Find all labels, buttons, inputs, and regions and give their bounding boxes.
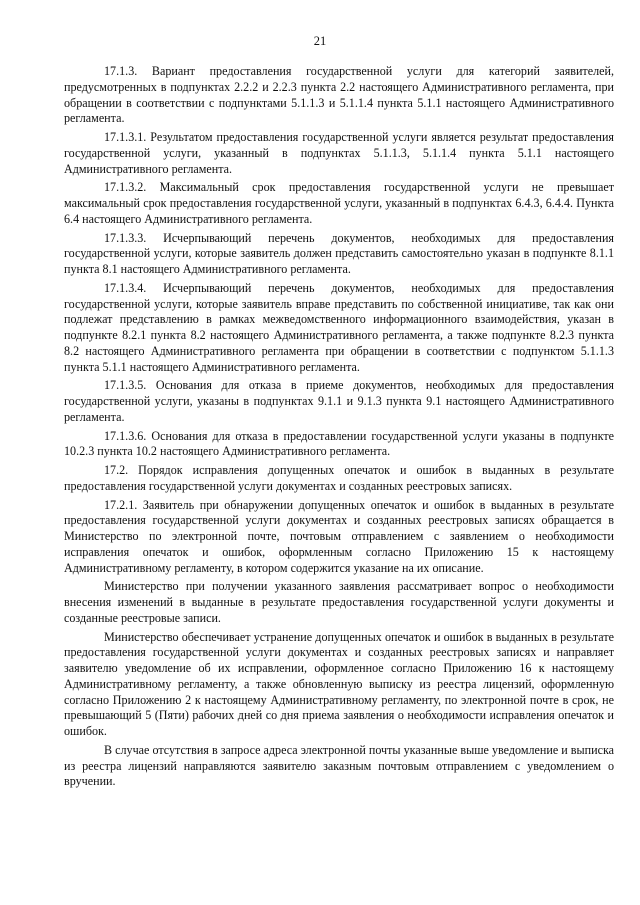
paragraph-ministry-correction: Министерство обеспечивает устранение допущенных опечаток и ошибок в выданных в результате предоставления государственной услуги документах и созданных реестровых записях и направляет заявителю уведомление об их исправлении, оформленное согласно Приложению 16 к настоящему Административному регламенту, а также обновленную выписку из реестра лицензий, оформленную согласно Приложению 2 к настоящему Административному регламенту, по электронной почте в срок, не превышающий 5 (Пяти) рабочих дней со дня приема заявления о необходимости исправления опечаток и ошибок. (64, 629, 614, 738)
paragraph-ministry-review: Министерство при получении указанного заявления рассматривает вопрос о необходимости внесения изменений в выданные в результате предоставления государственной услуги документы и созданные реестровые записи. (64, 579, 614, 625)
paragraph-17-1-3-5: 17.1.3.5. Основания для отказа в приеме документов, необходимых для предоставления государственной услуги, указаны в подпунктах 9.1.1 и 9.1.3 пункта 9.1 настоящего Административного регламента. (64, 378, 614, 424)
paragraph-17-1-3-1: 17.1.3.1. Результатом предоставления государственной услуги является результат предоставления государственной услуги, указанный в подпунктах 5.1.1.3, 5.1.1.4 пункта 5.1.1 настоящего Административного регламента. (64, 130, 614, 176)
paragraph-17-1-3-3: 17.1.3.3. Исчерпывающий перечень документов, необходимых для предоставления государственной услуги, которые заявитель должен представить самостоятельно указан в подпункте 8.1.1 пункта 8.1 настоящего Административного регламента. (64, 230, 614, 276)
paragraph-17-1-3-2: 17.1.3.2. Максимальный срок предоставления государственной услуги не превышает максимальный срок предоставления государственной услуги, указанный в подпунктах 6.4.3, 6.4.4. Пункта 6.4 настоящего Административного регламента. (64, 180, 614, 226)
paragraph-17-2: 17.2. Порядок исправления допущенных опечаток и ошибок в выданных в результате предоставления государственной услуги документах и созданных реестровых записях. (64, 463, 614, 493)
paragraph-no-email-case: В случае отсутствия в запросе адреса электронной почты указанные выше уведомление и выписка из реестра лицензий направляются заявителю заказным почтовым отправлением с уведомлением о вручении. (64, 742, 614, 789)
paragraph-17-1-3-6: 17.1.3.6. Основания для отказа в предоставлении государственной услуги указаны в подпункте 10.2.3 пункта 10.2 настоящего Административного регламента. (64, 428, 614, 459)
page-number: 21 (313, 34, 327, 48)
paragraph-17-2-1: 17.2.1. Заявитель при обнаружении допущенных опечаток и ошибок в выданных в результате предоставления государственной услуги документах и созданных реестровых записях обращается в Министерство по электронной почте, почтовым отправлением с заявлением о необходимости исправления опечаток и ошибок, оформленным согласно Приложению 15 к настоящему Административному регламенту, в котором содержится указание на их описание. (64, 497, 614, 575)
paragraph-17-1-3: 17.1.3. Вариант предоставления государственной услуги для категорий заявителей, предусмотренных в подпунктах 2.2.2 и 2.2.3 пункта 2.2 настоящего Административного регламента, при обращении в соответствии с подпунктами 5.1.1.3 и 5.1.1.4 пункта 5.1.1 настоящего Административного регламента. (64, 64, 614, 126)
paragraph-17-1-3-4: 17.1.3.4. Исчерпывающий перечень документов, необходимых для предоставления государственной услуги, которые заявитель вправе представить по собственной инициативе, так как они подлежат представлению в рамках межведомственного информационного взаимодействия, указан в подпункте 8.2.1 пункта 8.2 настоящего Административного регламента, а также подпункте 8.2.3 пункта 8.2 настоящего Административного регламента при обращении в соответствии с подпунктом 5.1.1.3 пункта 5.1.1 настоящего Административного регламента. (64, 280, 614, 374)
document-body (64, 64, 614, 793)
